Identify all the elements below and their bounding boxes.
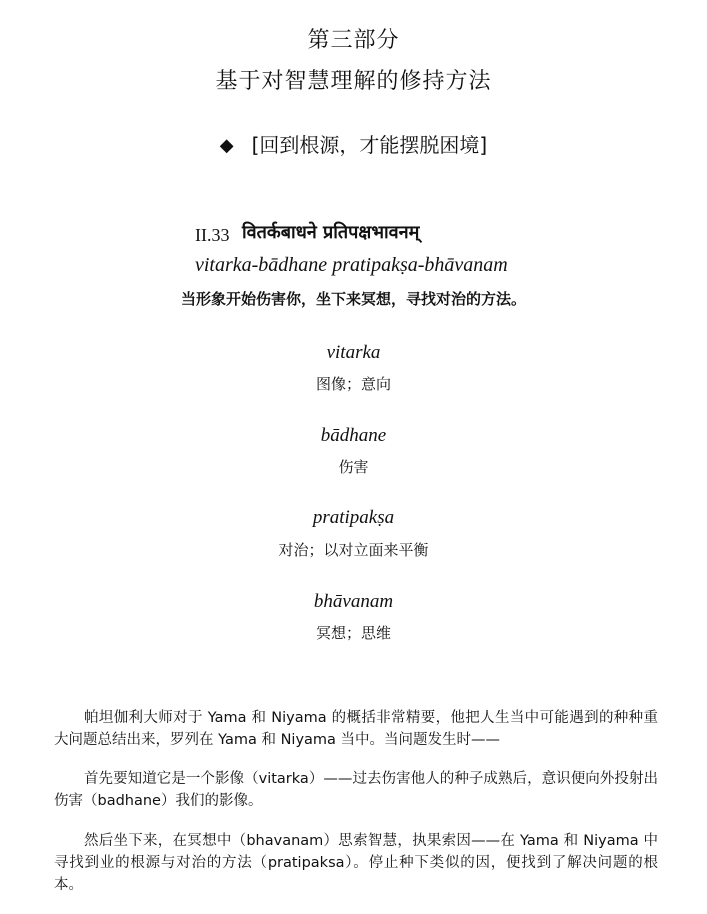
glossary-term: bhāvanam xyxy=(313,591,394,612)
diamond-bullet-icon: ◆ xyxy=(219,135,234,156)
glossary-definition: 冥想；思维 xyxy=(315,624,391,642)
part-label: 第三部分 xyxy=(307,28,400,53)
glossary-term: vitarka xyxy=(326,342,381,363)
subtitle-text: [回到根源，才能摆脱困境] xyxy=(251,133,488,157)
body-paragraph: 然后坐下来，在冥想中（bhavanam）思索智慧，执果索因——在 Yama 和 Niyama 中寻找到业的根源与对治的方法（pratipaksa）。停止种下类似的因，便找到了解决问题的根本。 xyxy=(54,833,658,893)
sutra-meaning: 当形象开始伤害你，坐下来冥想，寻找对治的方法。 xyxy=(180,290,526,308)
section-subtitle xyxy=(0,131,707,160)
glossary-definition: 伤害 xyxy=(338,458,369,476)
part-title: 基于对智慧理解的修持方法 xyxy=(215,69,492,94)
glossary-definition: 对治；以对立面来平衡 xyxy=(278,541,429,559)
glossary-term: pratipakṣa xyxy=(312,507,395,528)
body-paragraph: 帕坦伽利大师对于 Yama 和 Niyama 的概括非常精要，他把人生当中可能遇到的种种重大问题总结出来，罗列在 Yama 和 Niyama 当中。当问题发生时—— xyxy=(54,710,658,748)
glossary-term: bādhane xyxy=(320,425,387,446)
sutra-transliteration: vitarka-bādhane pratipakṣa-bhāvanam xyxy=(195,254,508,276)
sutra-number: II.33 xyxy=(195,225,230,245)
sutra-devanagari: वितर्कबाधने प्रतिपक्षभावनम् xyxy=(242,222,420,243)
body-paragraph: 首先要知道它是一个影像（vitarka）——过去伤害他人的种子成熟后，意识便向外投射出伤害（badhane）我们的影像。 xyxy=(54,771,658,809)
glossary-definition: 图像；意向 xyxy=(315,375,391,393)
